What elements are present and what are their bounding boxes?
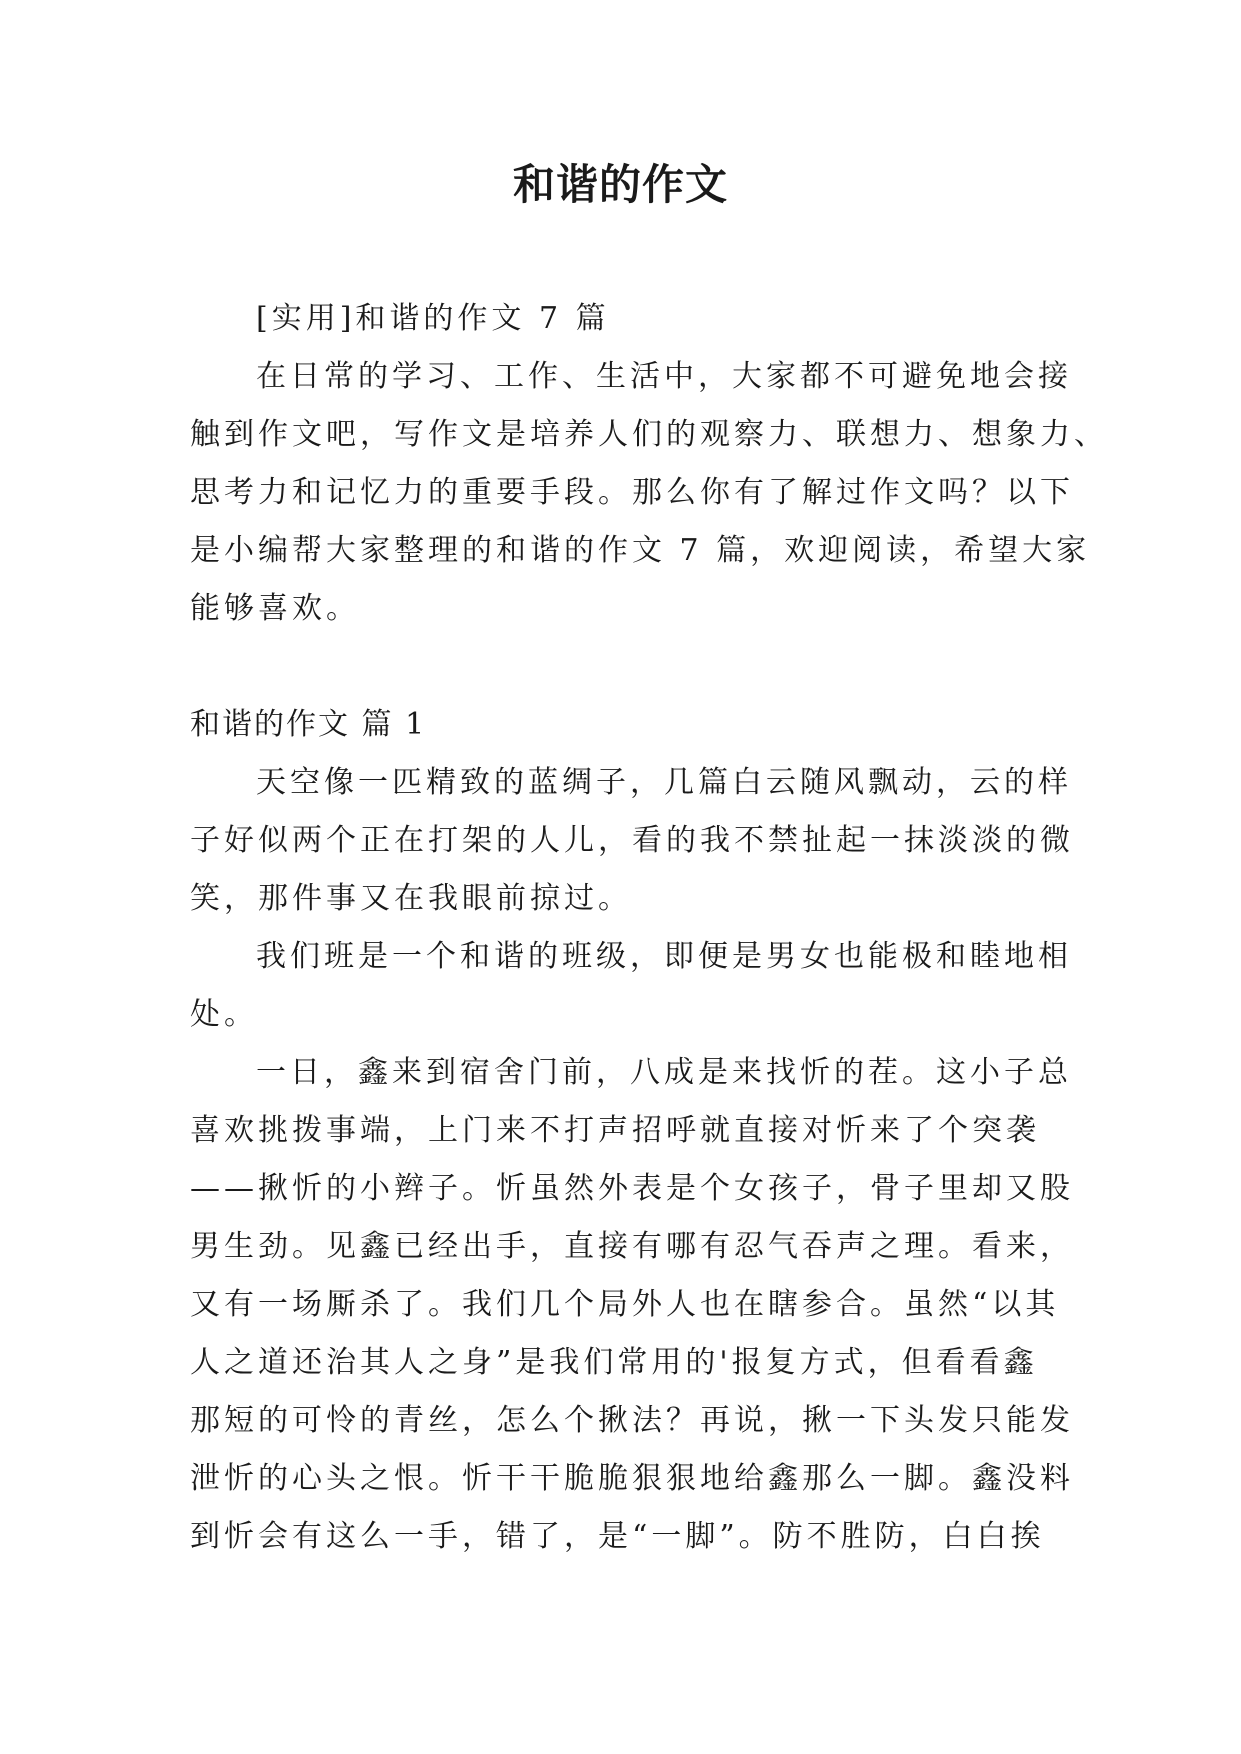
- section-paragraph: [190, 754, 1074, 928]
- document-body: [190, 290, 1108, 1566]
- text-line: 人之道还治其人之身”是我们常用的'报复方式，但看看鑫: [190, 1345, 1038, 1380]
- document-title: 和谐的作文: [512, 160, 728, 209]
- text-line: 能够喜欢。: [190, 591, 360, 626]
- text-line: 处。: [190, 997, 258, 1032]
- text-line: ——揪忻的小辫子。忻虽然外表是个女孩子，骨子里却又股: [190, 1171, 1074, 1206]
- text-line: 是小编帮大家整理的和谐的作文 7 篇，欢迎阅读，希望大家: [190, 533, 1091, 568]
- text-line: 思考力和记忆力的重要手段。那么你有了解过作文吗？以下: [190, 475, 1074, 510]
- text-line: 在日常的学习、工作、生活中，大家都不可避免地会接: [256, 359, 1072, 394]
- text-line: 又有一场厮杀了。我们几个局外人也在瞎参合。虽然“以其: [190, 1287, 1060, 1322]
- text-line: 笑，那件事又在我眼前掠过。: [190, 881, 632, 916]
- section-spacer: [190, 638, 1056, 696]
- text-line: 到忻会有这么一手，错了，是“一脚”。防不胜防，白白挨: [190, 1519, 1045, 1554]
- text-line: 我们班是一个和谐的班级，即便是男女也能极和睦地相: [256, 939, 1072, 974]
- section-heading: 和谐的作文 篇 1: [190, 707, 427, 742]
- text-line: 男生劲。见鑫已经出手，直接有哪有忍气吞声之理。看来，: [190, 1229, 1074, 1264]
- section-paragraph: [190, 928, 1072, 1044]
- intro-subtitle: [实用]和谐的作文 7 篇: [256, 301, 610, 336]
- section-paragraph: [190, 1044, 1074, 1566]
- text-line: 那短的可怜的青丝，怎么个揪法？再说，揪一下头发只能发: [190, 1403, 1074, 1438]
- text-line: 喜欢挑拨事端，上门来不打声招呼就直接对忻来了个突袭: [190, 1113, 1040, 1148]
- intro-paragraph: [190, 348, 1108, 638]
- text-line: 泄忻的心头之恨。忻干干脆脆狠狠地给鑫那么一脚。鑫没料: [190, 1461, 1074, 1496]
- text-line: 子好似两个正在打架的人儿，看的我不禁扯起一抹淡淡的微: [190, 823, 1074, 858]
- text-line: 天空像一匹精致的蓝绸子，几篇白云随风飘动，云的样: [256, 765, 1072, 800]
- text-line: 触到作文吧，写作文是培养人们的观察力、联想力、想象力、: [190, 417, 1108, 452]
- text-line: 一日，鑫来到宿舍门前，八成是来找忻的茬。这小子总: [256, 1055, 1072, 1090]
